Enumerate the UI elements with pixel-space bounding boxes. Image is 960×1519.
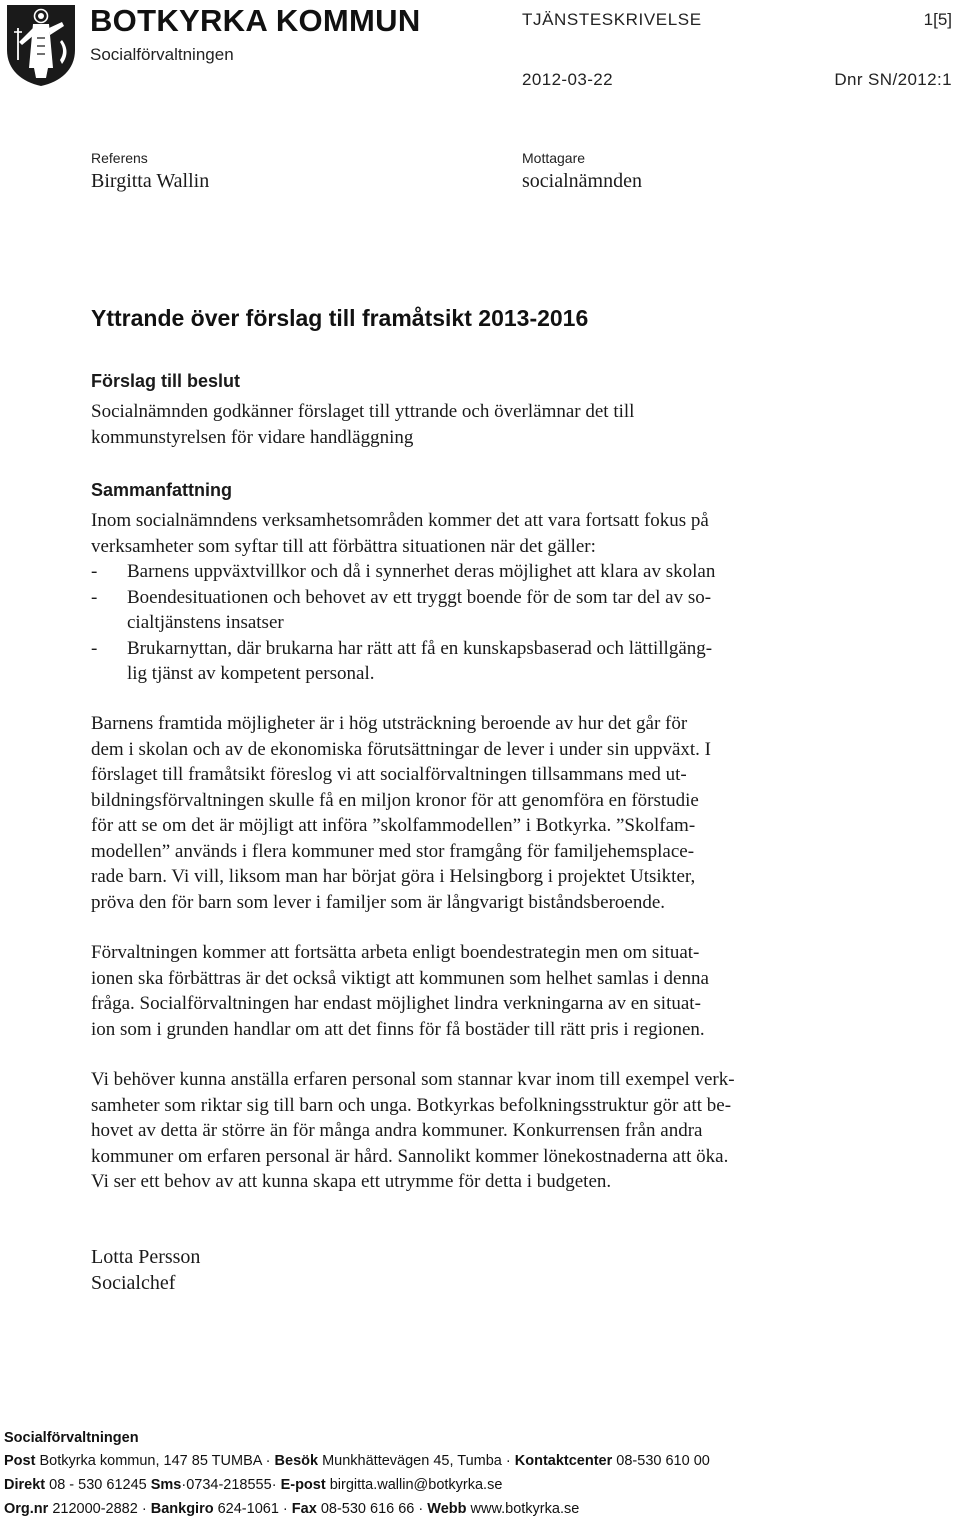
text-line: ion som i grunden handlar om att det finns för få bostäder till rätt pris i regionen. [91,1018,705,1040]
text-line: Vi ser ett behov av att kunna skapa ett utrymme för detta i budgeten. [91,1171,612,1192]
footer-label: Post [4,1453,36,1469]
footer-contact-line [4,1453,710,1469]
footer-label: Sms [150,1477,182,1493]
bullet-marker: - [91,561,98,582]
footer-separator: · [265,1453,271,1469]
bullet-marker: - [91,637,98,659]
text-line: Socialnämnden godkänner förslaget till yttrande och överlämnar det till [91,401,635,422]
body-paragraph [91,711,891,915]
text-line: hovet av detta är större än för många andra kommuner. Konkurrensen från andra [91,1120,703,1141]
page-number: 1[5] [923,10,952,29]
summary-intro [91,508,891,559]
summary-heading: Sammanfattning [91,480,233,500]
text-line: kommuner om erfaren personal är hård. Sannolikt kommer lönekostnaderna att öka. [91,1145,729,1167]
proposal-heading: Förslag till beslut [91,371,241,391]
footer-value: 624-1061 [217,1501,279,1517]
footer-value: Botkyrka kommun, 147 85 TUMBA [39,1453,262,1469]
text-line: samheter som riktar sig till barn och unga. Botkyrkas befolkningsstruktur gör att be- [91,1094,732,1116]
text-line: cialtjänstens insatser [127,612,284,633]
reference-label: Referens [91,150,148,166]
text-line: ionen ska förbättras är det också viktigt att kommunen som helhet samlas i denna [91,967,709,989]
text-line: modellen” används i flera kommuner med stor framgång för familjehemsplace- [91,840,695,862]
text-line: bildningsförvaltningen skulle få en miljon kronor för att genomföra en förstudie [91,789,699,811]
text-line: för att se om det är möjligt att införa ”skolfammodellen” i Botkyrka. ”Skolfam- [91,815,696,836]
bullet-marker: - [91,586,98,608]
footer-email-link[interactable]: birgitta.wallin@botkyrka.se [329,1477,503,1493]
body-paragraph [91,1067,891,1195]
municipality-crest-logo [4,2,78,88]
text-line: förslaget till framåtsikt föreslog vi att socialförvaltningen tillsammans med ut- [91,764,687,785]
text-line: Vi behöver kunna anställa erfaren personal som stannar kvar inom till exempel verk- [91,1069,735,1090]
footer-value: 08-530 616 66 [320,1501,415,1517]
footer-separator: · [271,1477,277,1493]
footer-contact-line [4,1501,579,1517]
footer-label: Org.nr [4,1501,49,1517]
text-line: pröva den för barn som lever i familjer som är långvarigt biståndsberoende. [91,891,666,913]
text-line: Barnens uppväxtvillkor och då i synnerhet deras möjlighet att klara av skolan [127,561,716,582]
footer-label: Direkt [4,1477,46,1493]
text-line: lig tjänst av kompetent personal. [127,663,375,684]
footer-label: Besök [274,1453,319,1469]
footer-value: 0734-218555 [186,1477,272,1493]
department-name: Socialförvaltningen [90,45,234,64]
text-line: Brukarnyttan, där brukarna har rätt att få en kunskapsbaserad och lättillgäng- [127,637,713,659]
footer-label: E-post [280,1477,326,1493]
footer-label: Bankgiro [150,1501,214,1517]
footer-separator: · [505,1453,511,1469]
footer-separator: · [181,1477,187,1493]
footer-department: Socialförvaltningen [4,1430,139,1446]
text-line: rade barn. Vi vill, liksom man har börjat göra i Helsingborg i projektet Utsikter, [91,866,696,887]
text-line: dem i skolan och av de ekonomiska förutsättningar de lever i under sin uppväxt. I [91,738,711,760]
document-date: 2012-03-22 [522,70,613,89]
text-line: Boendesituationen och behovet av ett tryggt boende för de som tar del av so- [127,586,712,608]
reference-name: Birgitta Wallin [91,170,210,192]
footer-separator: · [282,1501,288,1517]
organization-name: BOTKYRKA KOMMUN [90,3,421,38]
footer-value: 08-530 610 00 [616,1453,710,1469]
footer-value: 08 - 530 61245 [49,1477,147,1493]
footer-value: Munkhättevägen 45, Tumba [322,1453,502,1469]
document-title: Yttrande över förslag till framåtsikt 2013-2016 [91,305,589,331]
footer-separator: · [418,1501,424,1517]
footer-web-link[interactable]: www.botkyrka.se [470,1501,580,1517]
footer-value: 212000-2882 [52,1501,138,1517]
document-type: TJÄNSTESKRIVELSE [522,10,702,29]
text-line: verksamheter som syftar till att förbättra situationen när det gäller: [91,535,596,557]
text-line: Barnens framtida möjligheter är i hög utsträckning beroende av hur det går för [91,713,688,734]
body-paragraph [91,940,891,1042]
recipient-label: Mottagare [522,150,586,166]
footer-label: Webb [427,1501,467,1517]
text-line: Inom socialnämndens verksamhetsområden kommer det att vara fortsatt fokus på [91,510,709,531]
signer-name: Lotta Persson [91,1246,201,1268]
recipient-name: socialnämnden [522,170,642,192]
footer-separator: · [141,1501,147,1517]
footer-label: Fax [291,1501,317,1517]
text-line: fråga. Socialförvaltningen har endast möjlighet lindra verkningarna av en situat- [91,993,701,1014]
footer-label: Kontaktcenter [514,1453,613,1469]
text-line: kommunstyrelsen för vidare handläggning [91,426,414,448]
document-reference-number: Dnr SN/2012:1 [834,70,952,89]
text-line: Förvaltningen kommer att fortsätta arbeta enligt boendestrategin men om situat- [91,942,700,963]
footer-contact-line [4,1477,502,1493]
signer-title: Socialchef [91,1272,176,1294]
proposal-text [91,399,891,450]
